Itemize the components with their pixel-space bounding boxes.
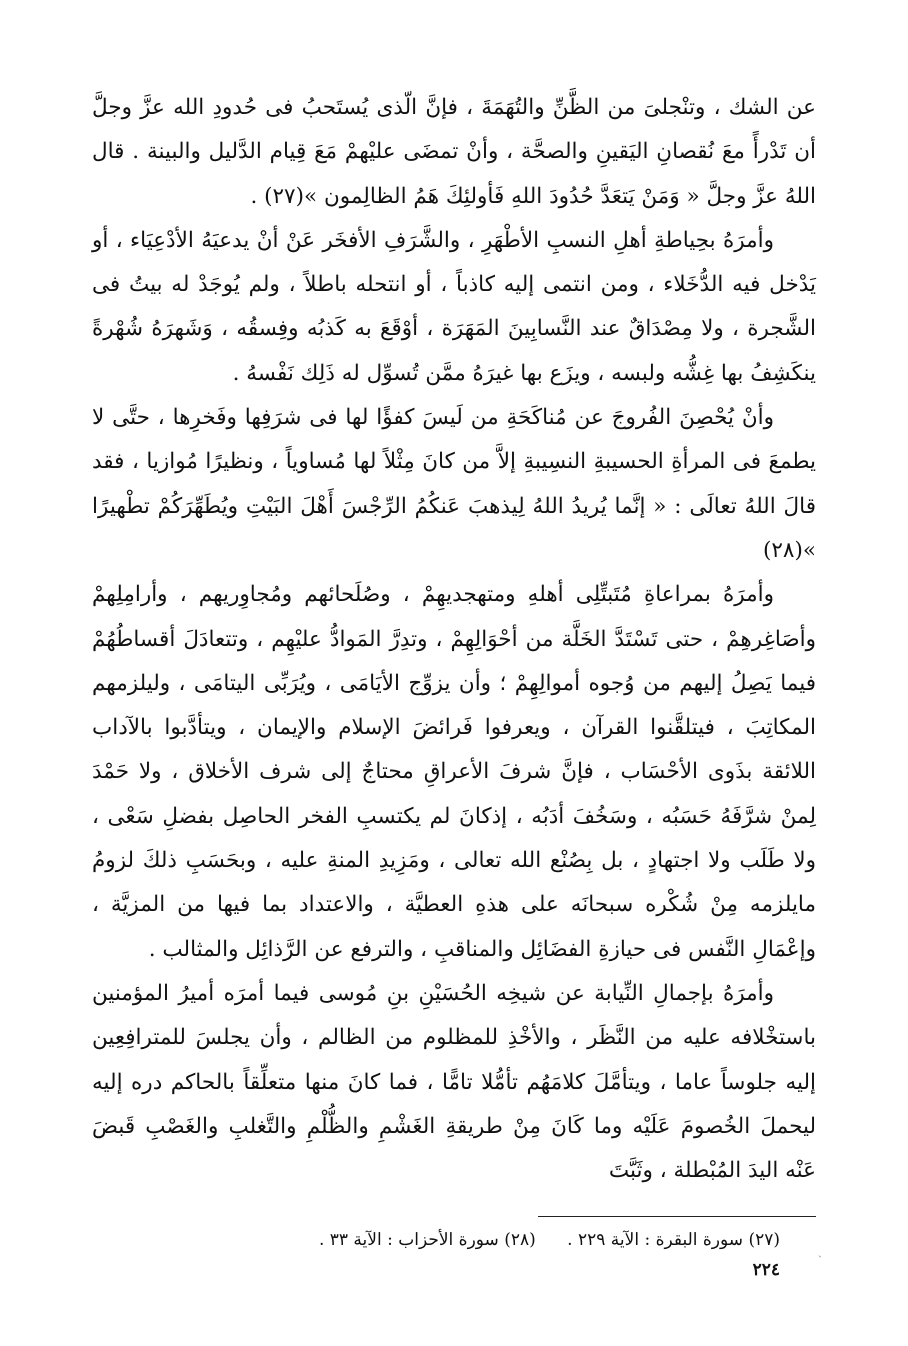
- page-number: ٢٢٤: [752, 1260, 780, 1280]
- footnotes: [319, 1228, 780, 1252]
- main-text: [92, 86, 816, 1193]
- scan-edge-mark-icon: ˎ: [818, 1244, 822, 1258]
- paragraph-2: وأمرَهُ بحِياطةِ أهلِ النسبِ الأطْهَرِ ، والشَّرَفِ الأفخَر عَنْ أنْ يدعيَهُ الأدْعِيَاء ، أو يَدْخل فيه الدُّخَلاء ، ومن انتمى إليه كاذباً ، أو انتحله باطلاً ، ولم يُوجَدْ له بيتُ فى الشَّجرة ، ولا مِصْدَاقٌ عند النَّسابِينَ المَهَرَة ، أوْقَعَ به كَذبُه وفِسقُه ، وَشَهرَهُ شُهْرةً ينكَشِفُ بها غِشُّه ولبسه ، ويزَع بها غيرَهُ ممَّن تُسوِّل له ذَلِك نَفْسهُ .: [92, 227, 816, 386]
- paragraph-4: وأمرَهُ بمراعاةِ مُتَبتِّلِى أهلهِ ومتهجديهِمْ ، وصُلَحائهم ومُجاوِريهم ، وأرامِلِهمْ وأصَاغِرهِمْ ، حتى تَسْتَدَّ الخَلَّة من أحْوَالِهِمْ ، وتدِرَّ المَوادُّ عليْهِم ، وتتعادَلَ أقساطُهُمْ فيما يَصِلُ إليهم من وُجوه أموالِهِمْ ؛ وأن يزوِّج الأيَامَى ، ويُرَبِّى اليتامَى ، وليلزمهم المكاتِبَ ، فيتلقَّنوا القرآن ، ويعرفوا فَرائضَ الإسلام والإيمان ، ويتأدَّبوا بالآداب اللائقة بذَوى الأحْسَاب ، فإنَّ شرفَ الأعراقِ محتاجٌ إلى شرف الأخلاق ، ولا حَمْدَ لِمنْ شرَّفَهُ حَسَبُه ، وسَخُفَ أدَبُه ، إذكانَ لم يكتسبِ الفخر الحاصِل بفضلِ سَعْى ، ولا طَلَب ولا اجتهادٍ ، بل بِصُنْع الله تعالى ، ومَزِيدِ المنةِ عليه ، وبحَسَبِ ذلكَ لزومُ مايلزمه مِنْ شُكْره سبحانَه على هذهِ العطيَّة ، والاعتداد بما فيها من المزيَّة ، وإعْمَالِ النَّفس فى حيازةِ الفضَائِل والمناقبِ ، والترفع عن الرَّذائِل والمثالب .: [92, 582, 816, 962]
- paragraph-1: عن الشك ، وتنْجلىَ من الظَّنِّ والتُهَمَةَ ، فإنَّ الّذى يُستَحبُ فى حُدودِ الله عزَّ وجلَّ أن تَدْرأً معَ نُقصانِ اليَقينِ والصحَّة ، وأنْ تمضَى عليْهمْ مَعَ قِيام الدَّليل والبينة . قال اللهُ عزَّ وجلَّ « وَمَنْ يَتعَدَّ حُدُودَ اللهِ فَأولئِكَ هَمُ الظالِمون »(٢٧) .: [92, 95, 816, 209]
- paragraph-3: وأنْ يُحْصِنَ الفُروجَ عن مُناكَحَةِ من لَيسَ كفؤًا لها فى شرَفِها وفَخرِها ، حتَّى لا يطمعَ فى المرأةِ الحسيبةِ النسِيبةِ إلاَّ من كانَ مِثْلاً لها مُساوياً ، ونظيرًا مُوازيا ، فقد قالَ اللهُ تعالَى : « إنَّما يُريدُ اللهُ لِيذهبَ عَنكُمُ الرِّجْسَ أَهْلَ البَيْتِ ويُطَهِّرَكُمْ تطْهيرًا »(٢٨): [92, 405, 816, 563]
- paragraph-5: وأمرَهُ بإجمالِ النِّيابة عن شيخِه الحُسَيْنِ بنِ مُوسى فيما أمرَه أميرُ المؤمنين باستخْلافه عليه من النَّظَر ، والأخْذِ للمظلوم من الظالم ، وأن يجلسَ للمترافِعِين إليه جلوساً عاما ، ويتأمَّلَ كلامَهُم تأمُّلا تامًّا ، فما كانَ منها متعلِّقاً بالحاكم دره إليه ليحملَ الخُصومَ عَلَيْه وما كَانَ مِنْ طريقةِ الغَشْمِ والظُّلْمِ والتَّغلبِ والغَصْبِ قَبضَ عَنْه اليدَ المُبْطلة ، وثَبَّتَ: [92, 980, 816, 1184]
- footnote-27: (٢٧) سورة البقرة : الآية ٢٢٩ .: [567, 1230, 780, 1250]
- footnote-divider: [538, 1216, 816, 1217]
- footnote-28: (٢٨) سورة الأحزاب : الآية ٣٣ .: [318, 1230, 536, 1250]
